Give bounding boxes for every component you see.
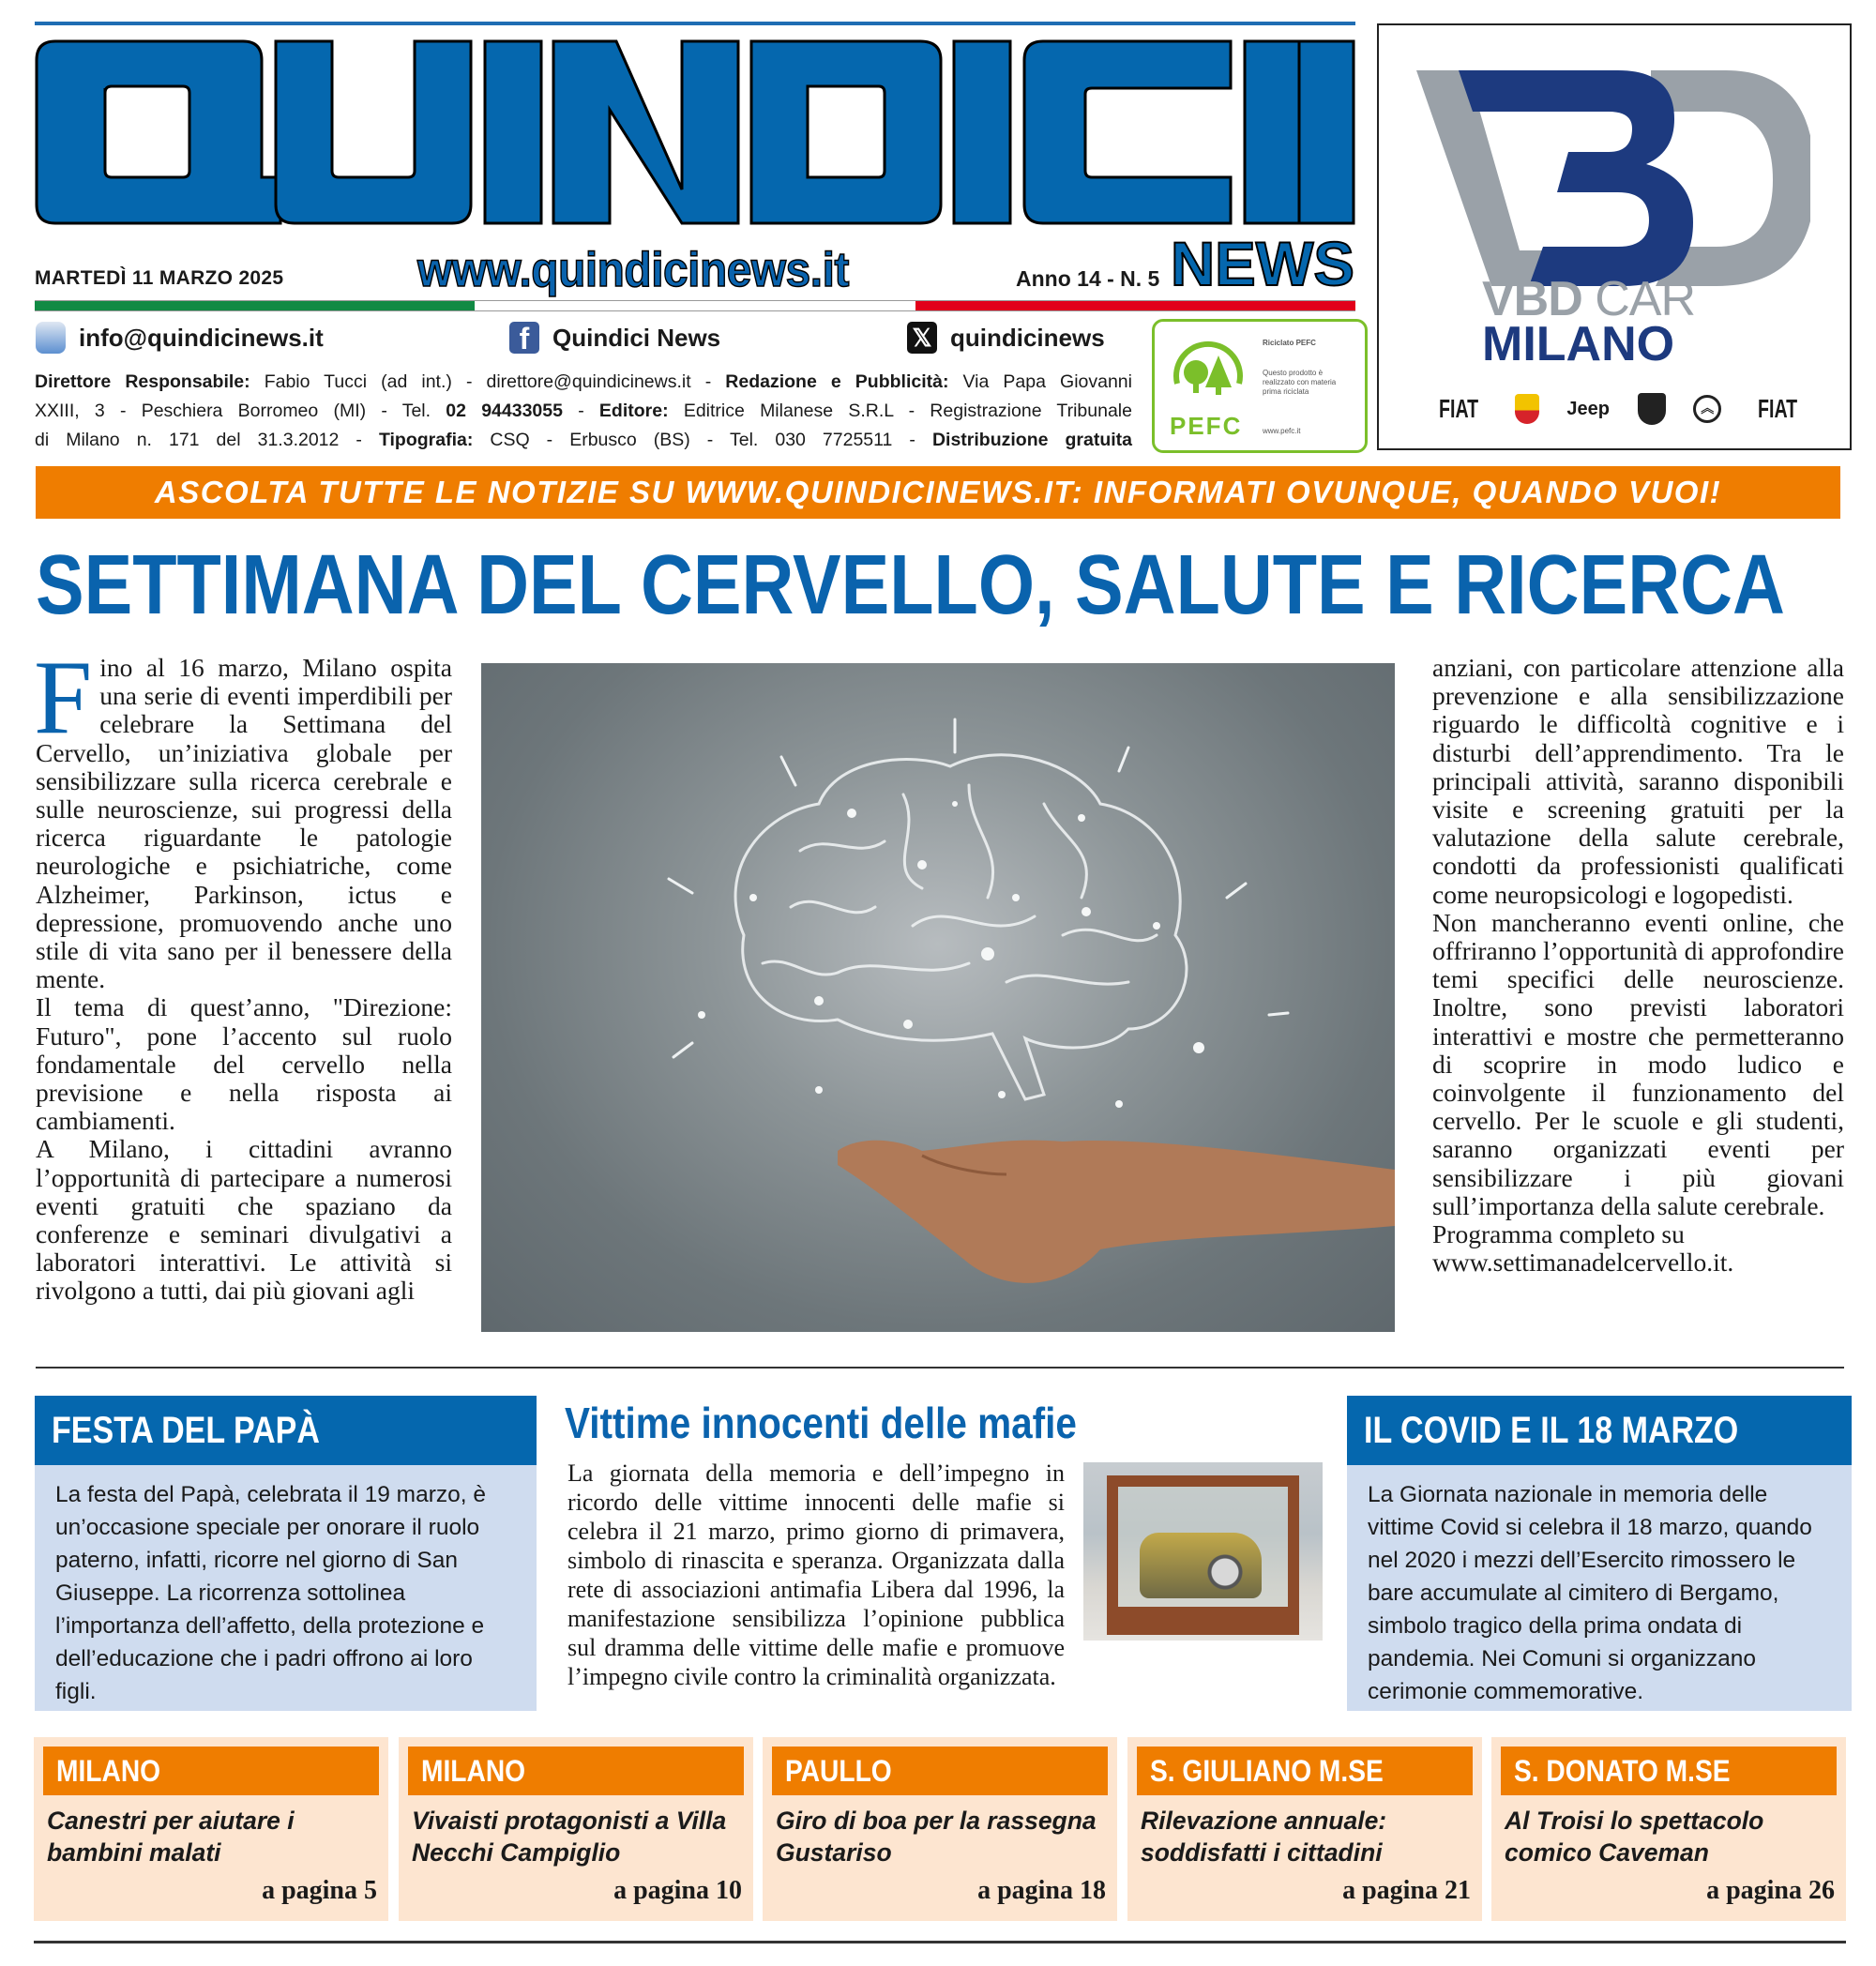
- fiat-logo-icon: FIAT: [1439, 394, 1479, 423]
- email-address[interactable]: info@quindicinews.it: [79, 323, 324, 352]
- brain-hand-photo: [481, 663, 1395, 1332]
- pefc-badge: [1152, 319, 1368, 453]
- teaser-page-link[interactable]: a pagina 10: [613, 1876, 742, 1905]
- vbd-car-ad[interactable]: [1377, 23, 1852, 450]
- teaser-title: Canestri per aiutare i bambini malati: [47, 1807, 295, 1867]
- teaser-box[interactable]: [399, 1737, 753, 1921]
- ad-brand-logos: [1430, 393, 1806, 425]
- teaser-location: S. DONATO M.SE: [1501, 1747, 1837, 1795]
- jeep-logo-icon: Jeep: [1566, 398, 1610, 419]
- fiat-logo-icon: FIAT: [1757, 394, 1797, 423]
- teaser-title: Vivaisti protagonisti a Villa Necchi Campiglio: [412, 1807, 727, 1867]
- ad-brand-name: VBD CAR: [1482, 272, 1696, 326]
- top-rule: [35, 22, 1355, 25]
- box-text: La festa del Papà, celebrata il 19 marzo, è un’occasione speciale per onorare il ruolo paterno, infatti, ricorre nel giorno di San Giuseppe. La ricorrenza sottolinea l’importanza dell’affetto, della protezione e dell’educazione che i padri offrono ai loro figli.: [55, 1482, 486, 1704]
- box-text: La Giornata nazionale in memoria delle vittime Covid si celebra il 18 marzo, quando nel 2020 i mezzi dell’Esercito rimossero le bare accumulate al cimitero di Bergamo, simbolo tragico della prima ondata di pandemia. Nei Comuni si organizzano cerimonie commemorative.: [1368, 1482, 1812, 1704]
- email-icon: [36, 322, 66, 354]
- box-title: IL COVID E IL 18 MARZO: [1347, 1396, 1852, 1465]
- pefc-label: PEFC: [1170, 412, 1243, 440]
- teaser-title: Giro di boa per la rassegna Gustariso: [776, 1807, 1097, 1867]
- news-logo: [1171, 234, 1356, 288]
- section-divider: [36, 1367, 1844, 1369]
- issue-date: MARTEDÌ 11 MARZO 2025: [35, 267, 284, 289]
- x-handle[interactable]: quindicinews: [950, 323, 1105, 352]
- contact-facebook[interactable]: [509, 321, 720, 355]
- teaser-box[interactable]: [763, 1737, 1117, 1921]
- teaser-location: MILANO: [43, 1747, 379, 1795]
- brain-illustration-icon: [481, 663, 1395, 1332]
- citroen-logo-icon: ︽: [1693, 395, 1721, 423]
- main-headline: SETTIMANA DEL CERVELLO, SALUTE E RICERCA: [36, 538, 1785, 632]
- pefc-title: Riciclato PEFC: [1263, 339, 1316, 347]
- pefc-desc: Questo prodotto è realizzato con materia prima riciclata: [1263, 369, 1337, 396]
- italian-flag-rule: [35, 300, 1355, 311]
- promo-banner[interactable]: ASCOLTA TUTTE LE NOTIZIE SU WWW.QUINDICINEWS.IT: INFORMATI OVUNQUE, QUANDO VUOI!: [36, 466, 1840, 519]
- teaser-box[interactable]: [1491, 1737, 1846, 1921]
- facebook-icon: f: [509, 322, 539, 354]
- imprint: Direttore Responsabile: Fabio Tucci (ad int.) - direttore@quindicinews.it - Redazione e Pubblicità: Via Papa Giovanni XXIII, 3 - Peschiera Borromeo (MI) - Tel. 02 94433055 - Editore: Editrice Milanese S.R.L - Registrazione Tribunale di Milano n. 171 del 31.3.2012 - Tipografia: CSQ - Erbusco (BS) - Tel. 030 7725511 - Distribuzione gratuita: [35, 371, 1132, 450]
- car-wreck-photo: [1083, 1462, 1323, 1641]
- teaser-box[interactable]: [34, 1737, 388, 1921]
- quindici-wordmark-icon: [35, 39, 1355, 231]
- teaser-page-link[interactable]: a pagina 26: [1706, 1876, 1835, 1905]
- box-festa-papa: [35, 1396, 537, 1711]
- news-wordmark-icon: [1171, 234, 1356, 288]
- website-link[interactable]: www.quindicinews.it: [417, 243, 849, 297]
- teaser-title: Rilevazione annuale: soddisfatti i cittadini: [1141, 1807, 1387, 1867]
- bottom-divider: [34, 1941, 1846, 1943]
- box-title: FESTA DEL PAPÀ: [35, 1396, 537, 1465]
- pefc-trees-icon: [1166, 337, 1250, 412]
- teaser-location: PAULLO: [772, 1747, 1108, 1795]
- article-column-right: anziani, con particolare attenzione alla prevenzione e alla sensibilizzazione riguardo le difficoltà cognitive e i disturbi dell’apprendimento. Tra le principali attività, saranno disponibili visite e screening gratuiti per la valutazione della salute cerebrale, condotti da professionisti qualificati come neuropsicologi e logopedisti. Non mancheranno eventi online, che offriranno l’opportunità di approfondire temi specifici delle neuroscienze. Inoltre, sono previsti laboratori interattivi e mostre che permetteranno di scoprire in modo ludico e coinvolgente il funzionamento del cervello. Per le scuole e gli studenti, saranno organizzati eventi per sensibilizzare i più giovani sull’importanza della salute cerebrale. Programma completo su www.settimanadelcervello.it.: [1432, 653, 1844, 1278]
- contact-x[interactable]: [907, 321, 1105, 355]
- teaser-page-link[interactable]: a pagina 21: [1342, 1876, 1471, 1905]
- ad-city: MILANO: [1482, 317, 1675, 371]
- abarth-logo-icon: [1515, 394, 1539, 424]
- peugeot-logo-icon: [1638, 393, 1666, 425]
- x-twitter-icon: 𝕏: [907, 322, 937, 354]
- article-column-left: Fino al 16 marzo, Milano ospita una serie di eventi imperdibili per celebrare la Settimana del Cervello, un’iniziativa globale per sensibilizzare sulla ricerca cerebrale e sulle neuroscienze, sui progressi della ricerca riguardante le patologie neurologiche e psichiatriche, come Alzheimer, Parkinson, ictus e depressione, promuovendo anche uno stile di vita sano per il benessere della mente. Il tema di quest’anno, "Direzione: Futuro", pone l’accento sul ruolo fondamentale del cervello nella previsione e nella risposta ai cambiamenti. A Milano, i cittadini avranno l’opportunità di partecipare a numerosi eventi gratuiti che spaziano da conferenze e seminari divulgativi a laboratori interattivi. Le attività si rivolgono a tutti, dai più giovani agli: [34, 640, 452, 1306]
- dropcap: F: [34, 640, 93, 756]
- vbd-monogram-icon: [1416, 63, 1810, 288]
- quindici-logo[interactable]: [35, 39, 1355, 231]
- contact-email[interactable]: [36, 321, 324, 355]
- teaser-box[interactable]: [1127, 1737, 1482, 1921]
- facebook-name[interactable]: Quindici News: [552, 323, 721, 352]
- box-covid: [1347, 1396, 1852, 1711]
- teaser-location: MILANO: [408, 1747, 744, 1795]
- car-wreck-shape: [1140, 1533, 1262, 1598]
- teaser-page-link[interactable]: a pagina 5: [262, 1876, 377, 1905]
- teaser-page-link[interactable]: a pagina 18: [977, 1876, 1106, 1905]
- teaser-location: S. GIULIANO M.SE: [1137, 1747, 1473, 1795]
- mafie-article: La giornata della memoria e dell’impegno in ricordo delle vittime innocenti delle mafie si celebra il 21 marzo, primo giorno di primavera, simbolo di rinascita e speranza. Organizzata dalla rete di associazioni antimafia Libera dal 1996, la manifestazione sensibilizza l’opinione pubblica sul dramma delle vittime delle mafie e promuove l’impegno civile contro la criminalità organizzata.: [567, 1459, 1323, 1691]
- svg-text:NEWS: NEWS: [1171, 234, 1354, 288]
- pefc-url: www.pefc.it: [1263, 427, 1301, 435]
- teaser-title: Al Troisi lo spettacolo comico Caveman: [1505, 1807, 1764, 1867]
- issue-number: Anno 14 - N. 5: [1016, 266, 1160, 291]
- mafie-headline: Vittime innocenti delle mafie: [565, 1399, 1077, 1447]
